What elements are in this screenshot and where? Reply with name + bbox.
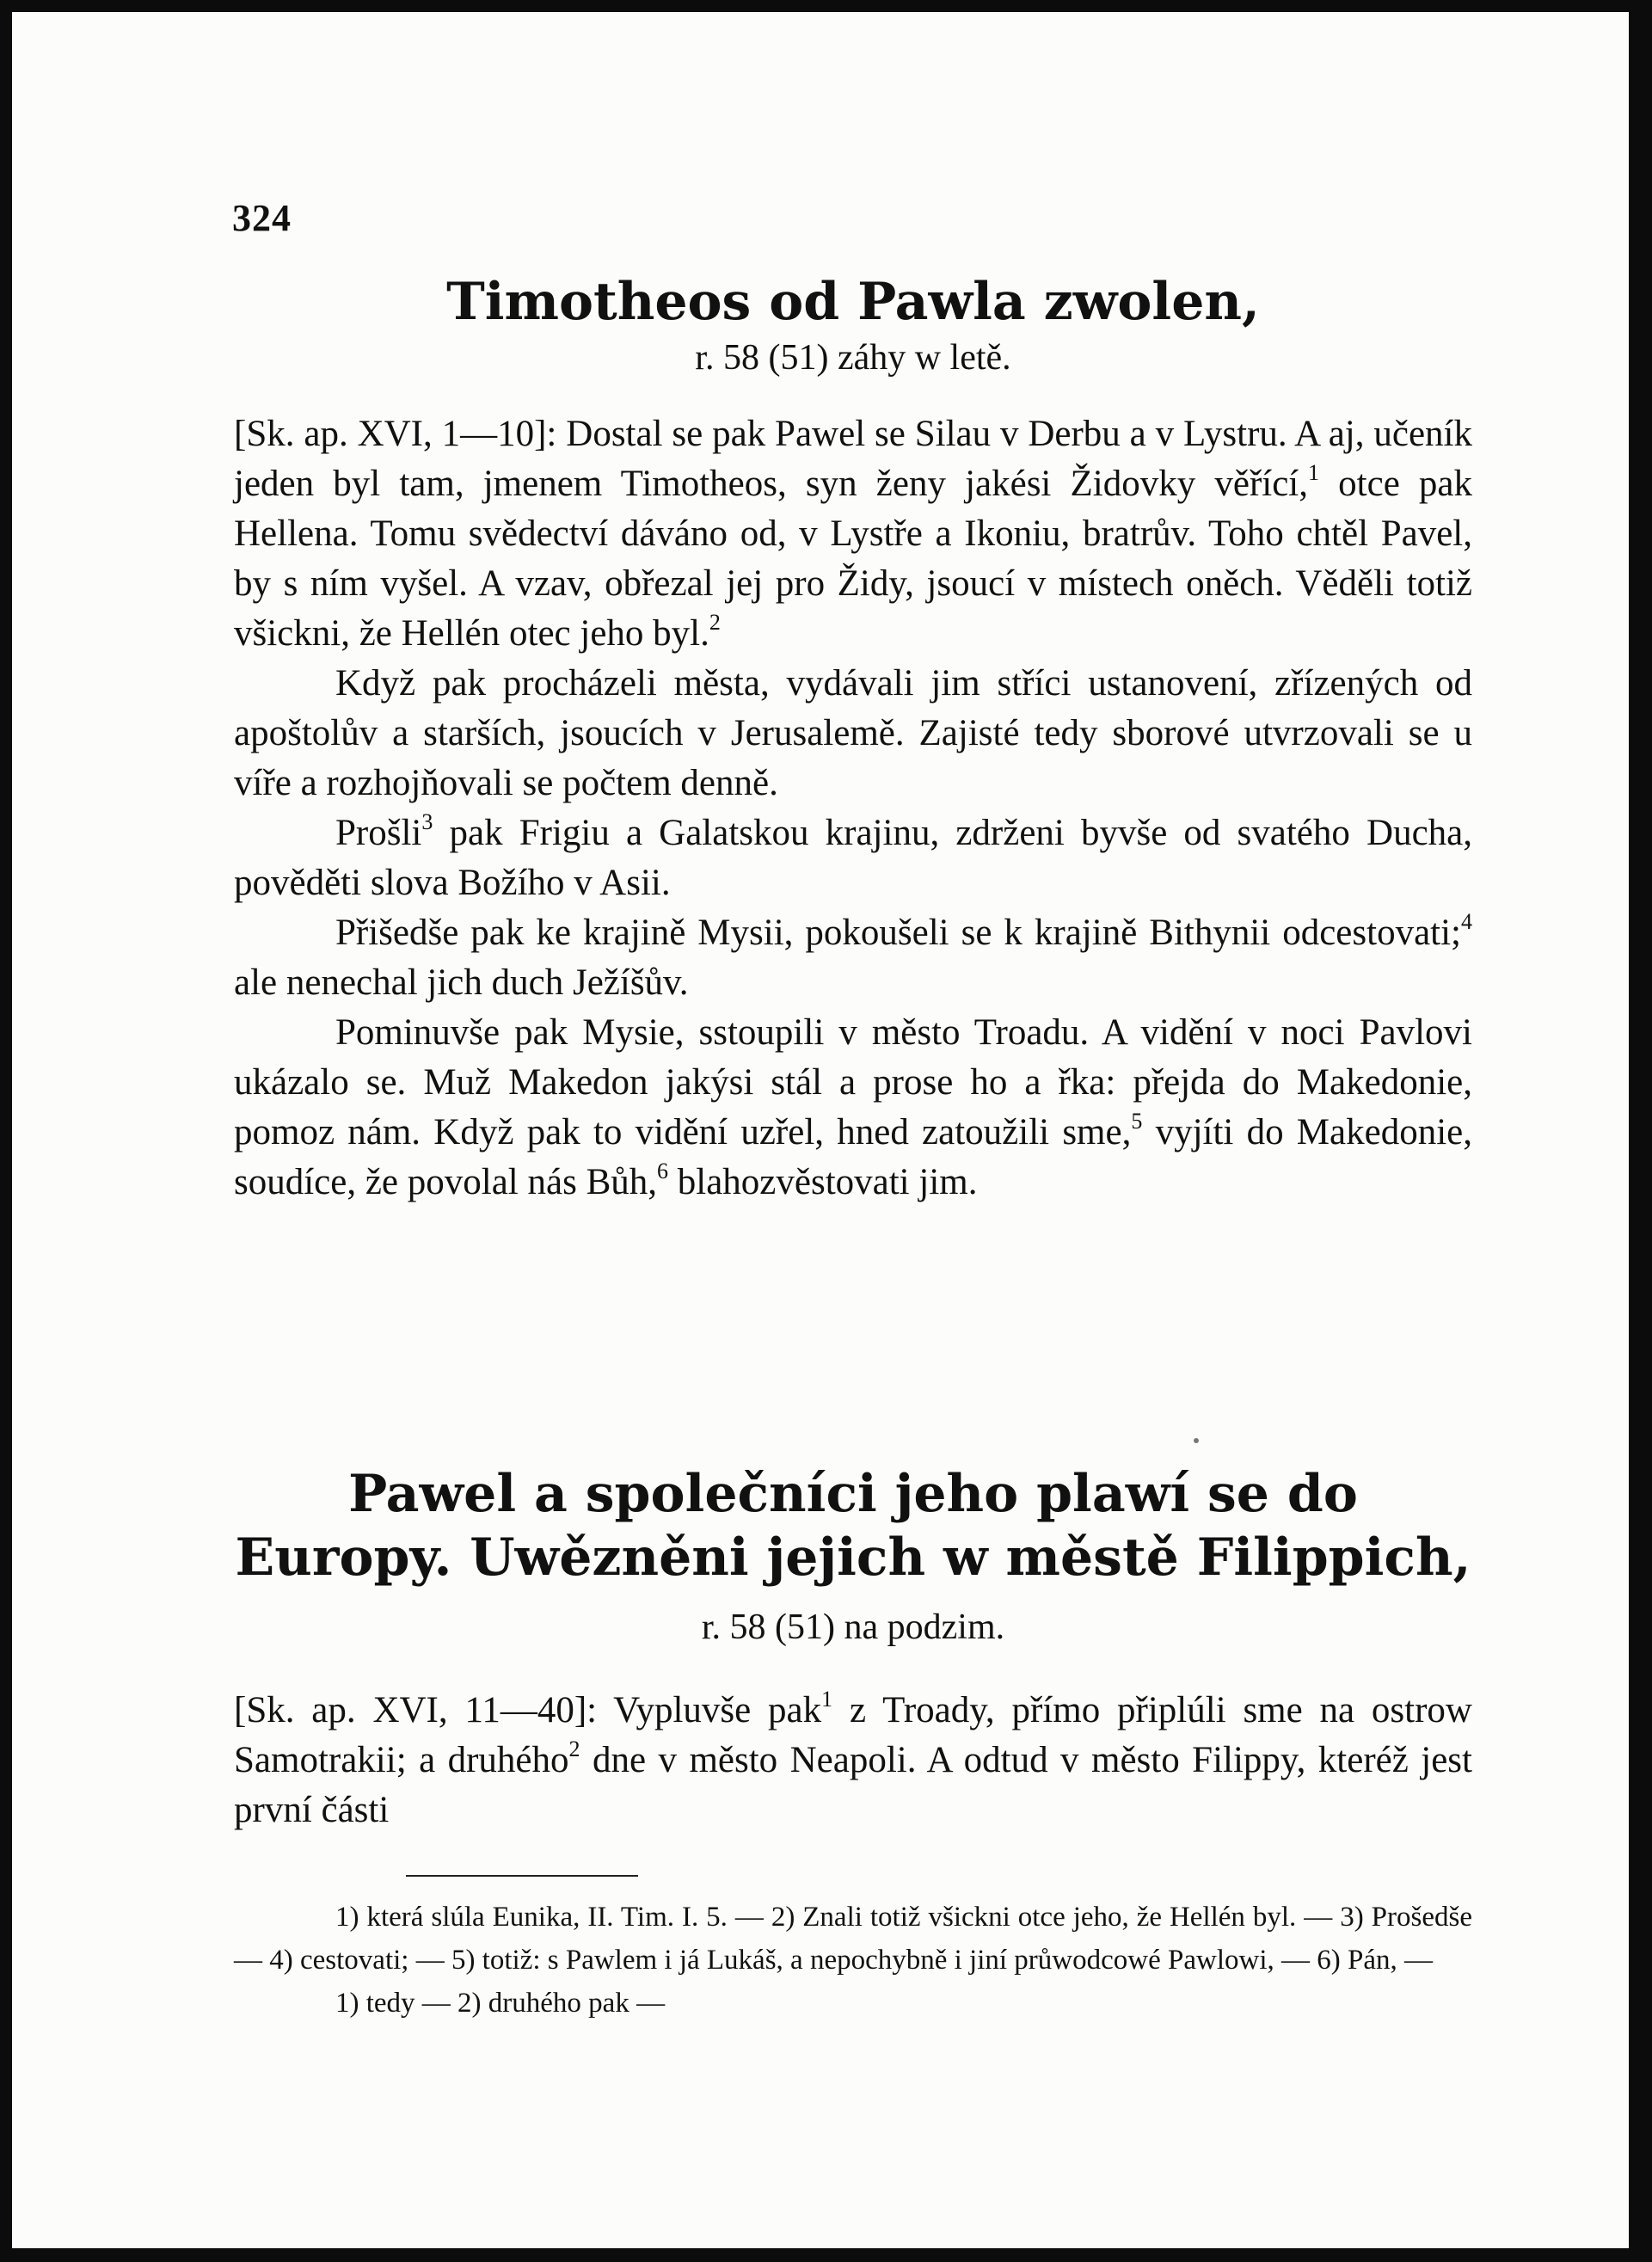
footnote-block: 1) tedy — 2) druhého pak —	[335, 1988, 666, 2019]
scripture-reference: [Sk. ap. XVI, 1—10]:	[234, 414, 557, 454]
footnote-marker: 4	[1461, 909, 1472, 934]
paragraph	[234, 808, 1472, 908]
paragraph-text: vyjíti do Makedonie, soudíce, že povolal nás Bůh,	[234, 1112, 1472, 1202]
footnote-block: 1) která slúla Eunika, II. Tim. I. 5. — 2) Znali totiž všickni otce jeho, že Hellén byl. — 3) Prošedše — 4) cestovati; — 5) totiž: s Pawlem i já Lukáš, a nepochybně i jiní průwodcowé Pawlowi, — 6) Pán, —	[234, 1902, 1472, 1976]
paragraph-text: pak Frigiu a Galatskou krajinu, zdrženi byvše od svatého Ducha, pověděti slova Božího v Asii.	[234, 813, 1472, 903]
section-heading: Pawel a společníci jeho plawí se do Europy. Uwězněni jejich w městě Filippich,	[235, 1464, 1471, 1588]
paragraph-text: dne v město Neapoli. A odtud v město Filippy, kteréž jest první části	[234, 1740, 1472, 1830]
footnotes	[234, 1896, 1472, 2025]
footnote-marker: 1	[821, 1687, 833, 1712]
paragraph	[234, 1008, 1472, 1208]
paragraph	[234, 1686, 1472, 1835]
footnote-marker: 2	[709, 610, 721, 635]
paragraph	[234, 908, 1472, 1008]
section2-body	[234, 1686, 1472, 1835]
paragraph	[234, 659, 1472, 808]
paragraph-text: ale nenechal jich duch Ježíšův.	[234, 962, 689, 1003]
scripture-reference: [Sk. ap. XVI, 11—40]:	[234, 1690, 598, 1730]
paragraph-text: z Troady, přímo připlúli sme na ostrow Samotrakii; a druhého	[234, 1690, 1472, 1780]
section-europe	[234, 1462, 1472, 1651]
section-date: r. 58 (51) na podzim.	[701, 1607, 1005, 1647]
paragraph-text: Dostal se pak Pawel se Silau v Derbu a v Lystru. A aj, učeník jeden byl tam, jmenem Timotheos, syn ženy jakési Židovky věřící,	[234, 414, 1472, 504]
footnote-marker: 3	[421, 809, 433, 834]
section1-body	[234, 409, 1472, 1208]
paragraph-text: blahozvěstovati jim.	[668, 1162, 978, 1202]
paragraph-text: Přišedše pak ke krajině Mysii, pokoušeli se k krajině Bithynii odcestovati;	[335, 913, 1461, 953]
paragraph-text: Vypluvše pak	[597, 1690, 822, 1730]
page-number: 324	[232, 197, 292, 239]
footnote-marker: 2	[568, 1736, 580, 1761]
ink-speck	[1194, 1438, 1199, 1443]
footnote-marker: 5	[1131, 1109, 1143, 1134]
section-timotheos	[234, 270, 1472, 382]
paragraph	[234, 409, 1472, 659]
paragraph-text: otce pak Hellena. Tomu svědectví dáváno od, v Lystře a Ikoniu, bratrův. Toho chtěl Pavel, by s ním vyšel. A vzav, obřezal jej pro Židy, jsoucí v místech oněch. Věděli totiž všickni, že Hellén otec jeho byl.	[234, 464, 1472, 654]
book-page	[12, 12, 1629, 2248]
paragraph-text: Prošli	[335, 813, 422, 853]
paragraph-text: Pominuvše pak Mysie, sstoupili v město Troadu. A vidění v noci Pavlovi ukázalo se. Muž Makedon jakýsi stál a prose ho a řka: přejda do Makedonie, pomoz nám. Když pak to vidění uzřel, hned zatoužili sme,	[234, 1012, 1472, 1153]
footnote-marker: 6	[657, 1159, 669, 1183]
section-heading: Timotheos od Pawla zwolen,	[446, 272, 1260, 332]
footnote-marker: 1	[1308, 460, 1320, 485]
paragraph-text: Když pak procházeli města, vydávali jim stříci ustanovení, zřízených od apoštolův a starších, jsoucích v Jerusalemě. Zajisté tedy sborové utvrzovali se u víře a rozhojňovali se počtem denně.	[234, 663, 1472, 803]
section-date: r. 58 (51) záhy w letě.	[695, 338, 1011, 378]
footnote-divider	[406, 1875, 638, 1877]
